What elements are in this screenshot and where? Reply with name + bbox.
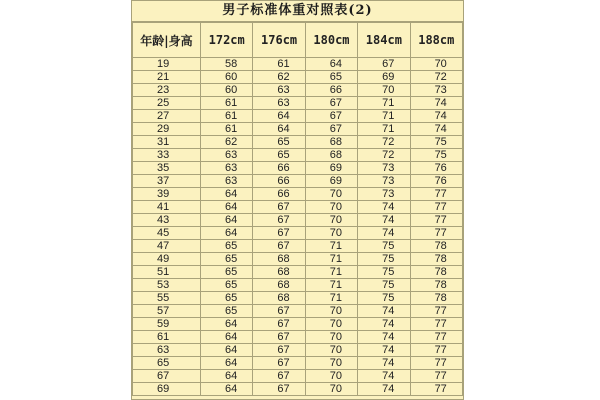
weight-cell: 67 <box>253 370 305 383</box>
height-column-header: 188cm <box>410 23 462 58</box>
table-row <box>133 123 463 136</box>
weight-cell: 77 <box>410 357 462 370</box>
table-row <box>133 97 463 110</box>
age-cell: 67 <box>133 370 201 383</box>
weight-cell: 77 <box>410 201 462 214</box>
weight-cell: 74 <box>358 227 410 240</box>
weight-cell: 78 <box>410 279 462 292</box>
weight-cell: 68 <box>253 292 305 305</box>
weight-cell: 77 <box>410 214 462 227</box>
weight-cell: 74 <box>358 305 410 318</box>
weight-cell: 70 <box>305 357 357 370</box>
header-row <box>133 23 463 58</box>
weight-cell: 65 <box>201 266 253 279</box>
weight-cell: 65 <box>201 305 253 318</box>
weight-cell: 66 <box>305 84 357 97</box>
weight-cell: 71 <box>305 240 357 253</box>
weight-cell: 74 <box>410 97 462 110</box>
weight-cell: 74 <box>358 331 410 344</box>
weight-cell: 69 <box>358 71 410 84</box>
weight-chart-sheet <box>131 0 464 400</box>
table-row <box>133 84 463 97</box>
weight-cell: 75 <box>358 240 410 253</box>
height-column-header: 172cm <box>201 23 253 58</box>
weight-cell: 74 <box>410 123 462 136</box>
age-cell: 41 <box>133 201 201 214</box>
weight-cell: 64 <box>201 201 253 214</box>
weight-cell: 72 <box>358 149 410 162</box>
weight-cell: 77 <box>410 227 462 240</box>
weight-cell: 75 <box>410 136 462 149</box>
weight-cell: 73 <box>410 84 462 97</box>
weight-cell: 64 <box>201 188 253 201</box>
weight-cell: 63 <box>201 175 253 188</box>
weight-cell: 64 <box>201 214 253 227</box>
weight-cell: 60 <box>201 71 253 84</box>
table-row <box>133 71 463 84</box>
weight-cell: 65 <box>201 279 253 292</box>
table-body <box>133 58 463 396</box>
table-row <box>133 370 463 383</box>
weight-cell: 72 <box>410 71 462 84</box>
table-row <box>133 266 463 279</box>
weight-cell: 74 <box>358 318 410 331</box>
weight-cell: 66 <box>253 162 305 175</box>
weight-cell: 73 <box>358 162 410 175</box>
age-cell: 31 <box>133 136 201 149</box>
weight-cell: 65 <box>305 71 357 84</box>
table-title: 男子标准体重对照表(2) <box>132 1 463 22</box>
weight-cell: 70 <box>305 305 357 318</box>
weight-cell: 74 <box>358 214 410 227</box>
weight-cell: 62 <box>201 136 253 149</box>
weight-cell: 78 <box>410 292 462 305</box>
weight-cell: 64 <box>201 383 253 396</box>
table-row <box>133 175 463 188</box>
weight-cell: 70 <box>305 201 357 214</box>
weight-cell: 67 <box>358 58 410 71</box>
table-row <box>133 136 463 149</box>
weight-cell: 70 <box>305 214 357 227</box>
weight-cell: 75 <box>358 266 410 279</box>
weight-cell: 77 <box>410 318 462 331</box>
table-row <box>133 201 463 214</box>
weight-cell: 65 <box>201 240 253 253</box>
table-row <box>133 240 463 253</box>
weight-cell: 78 <box>410 240 462 253</box>
table-row <box>133 344 463 357</box>
table-row <box>133 253 463 266</box>
weight-cell: 68 <box>253 266 305 279</box>
weight-cell: 61 <box>253 58 305 71</box>
weight-cell: 66 <box>253 188 305 201</box>
weight-cell: 70 <box>410 58 462 71</box>
weight-cell: 64 <box>253 110 305 123</box>
age-height-header: 年龄|身高 <box>133 23 201 58</box>
weight-cell: 64 <box>201 227 253 240</box>
weight-cell: 77 <box>410 370 462 383</box>
weight-cell: 71 <box>305 266 357 279</box>
weight-cell: 76 <box>410 175 462 188</box>
age-cell: 29 <box>133 123 201 136</box>
weight-cell: 66 <box>253 175 305 188</box>
weight-cell: 65 <box>201 253 253 266</box>
weight-cell: 64 <box>253 123 305 136</box>
weight-cell: 67 <box>253 227 305 240</box>
weight-cell: 64 <box>201 331 253 344</box>
table-row <box>133 292 463 305</box>
weight-cell: 75 <box>358 253 410 266</box>
weight-cell: 64 <box>201 344 253 357</box>
age-cell: 19 <box>133 58 201 71</box>
weight-cell: 74 <box>410 110 462 123</box>
age-cell: 37 <box>133 175 201 188</box>
weight-cell: 71 <box>305 292 357 305</box>
weight-cell: 70 <box>305 227 357 240</box>
weight-cell: 74 <box>358 201 410 214</box>
weight-cell: 70 <box>305 188 357 201</box>
weight-cell: 67 <box>253 357 305 370</box>
weight-cell: 68 <box>253 253 305 266</box>
weight-cell: 75 <box>358 292 410 305</box>
age-cell: 39 <box>133 188 201 201</box>
weight-cell: 62 <box>253 71 305 84</box>
weight-cell: 67 <box>253 240 305 253</box>
weight-cell: 74 <box>358 357 410 370</box>
weight-cell: 70 <box>358 84 410 97</box>
weight-cell: 61 <box>201 123 253 136</box>
age-cell: 45 <box>133 227 201 240</box>
weight-cell: 71 <box>305 279 357 292</box>
weight-cell: 68 <box>305 149 357 162</box>
weight-cell: 77 <box>410 344 462 357</box>
table-row <box>133 149 463 162</box>
age-cell: 23 <box>133 84 201 97</box>
age-cell: 21 <box>133 71 201 84</box>
weight-cell: 67 <box>253 344 305 357</box>
weight-cell: 63 <box>253 97 305 110</box>
table-row <box>133 331 463 344</box>
age-cell: 61 <box>133 331 201 344</box>
weight-cell: 65 <box>253 136 305 149</box>
weight-cell: 70 <box>305 344 357 357</box>
weight-cell: 75 <box>358 279 410 292</box>
weight-cell: 58 <box>201 58 253 71</box>
weight-cell: 63 <box>201 162 253 175</box>
weight-cell: 67 <box>253 331 305 344</box>
weight-cell: 72 <box>358 136 410 149</box>
weight-cell: 73 <box>358 188 410 201</box>
weight-cell: 76 <box>410 162 462 175</box>
table-row <box>133 227 463 240</box>
age-cell: 25 <box>133 97 201 110</box>
weight-cell: 65 <box>253 149 305 162</box>
weight-cell: 67 <box>305 97 357 110</box>
weight-cell: 64 <box>201 318 253 331</box>
age-cell: 43 <box>133 214 201 227</box>
weight-cell: 67 <box>253 214 305 227</box>
weight-cell: 70 <box>305 318 357 331</box>
weight-cell: 75 <box>410 149 462 162</box>
weight-cell: 74 <box>358 344 410 357</box>
weight-cell: 67 <box>305 110 357 123</box>
weight-cell: 60 <box>201 84 253 97</box>
weight-cell: 74 <box>358 370 410 383</box>
table-row <box>133 188 463 201</box>
table-row <box>133 318 463 331</box>
weight-cell: 61 <box>201 110 253 123</box>
weight-cell: 71 <box>358 110 410 123</box>
age-cell: 57 <box>133 305 201 318</box>
weight-cell: 65 <box>201 292 253 305</box>
weight-cell: 70 <box>305 370 357 383</box>
age-cell: 63 <box>133 344 201 357</box>
weight-cell: 71 <box>358 97 410 110</box>
weight-cell: 71 <box>358 123 410 136</box>
table-row <box>133 58 463 71</box>
weight-cell: 64 <box>201 357 253 370</box>
weight-cell: 63 <box>253 84 305 97</box>
age-cell: 59 <box>133 318 201 331</box>
weight-cell: 68 <box>305 136 357 149</box>
age-cell: 53 <box>133 279 201 292</box>
weight-cell: 77 <box>410 331 462 344</box>
weight-cell: 67 <box>253 305 305 318</box>
table-row <box>133 357 463 370</box>
weight-cell: 71 <box>305 253 357 266</box>
weight-cell: 63 <box>201 149 253 162</box>
weight-cell: 77 <box>410 188 462 201</box>
table-row <box>133 279 463 292</box>
weight-cell: 67 <box>305 123 357 136</box>
weight-cell: 78 <box>410 253 462 266</box>
weight-cell: 77 <box>410 305 462 318</box>
height-column-header: 180cm <box>305 23 357 58</box>
age-cell: 51 <box>133 266 201 279</box>
weight-cell: 67 <box>253 318 305 331</box>
weight-cell: 70 <box>305 383 357 396</box>
table-row <box>133 162 463 175</box>
age-cell: 27 <box>133 110 201 123</box>
weight-cell: 69 <box>305 162 357 175</box>
table-row <box>133 214 463 227</box>
weight-cell: 78 <box>410 266 462 279</box>
weight-cell: 73 <box>358 175 410 188</box>
weight-cell: 61 <box>201 97 253 110</box>
weight-cell: 77 <box>410 383 462 396</box>
weight-cell: 74 <box>358 383 410 396</box>
age-cell: 65 <box>133 357 201 370</box>
table-row <box>133 383 463 396</box>
weight-cell: 70 <box>305 331 357 344</box>
weight-cell: 64 <box>305 58 357 71</box>
age-cell: 35 <box>133 162 201 175</box>
weight-cell: 69 <box>305 175 357 188</box>
age-cell: 69 <box>133 383 201 396</box>
age-cell: 47 <box>133 240 201 253</box>
weight-table <box>132 22 463 396</box>
height-column-header: 176cm <box>253 23 305 58</box>
age-cell: 55 <box>133 292 201 305</box>
weight-cell: 68 <box>253 279 305 292</box>
weight-cell: 67 <box>253 201 305 214</box>
weight-cell: 64 <box>201 370 253 383</box>
weight-cell: 67 <box>253 383 305 396</box>
age-cell: 49 <box>133 253 201 266</box>
table-row <box>133 305 463 318</box>
height-column-header: 184cm <box>358 23 410 58</box>
table-row <box>133 110 463 123</box>
age-cell: 33 <box>133 149 201 162</box>
